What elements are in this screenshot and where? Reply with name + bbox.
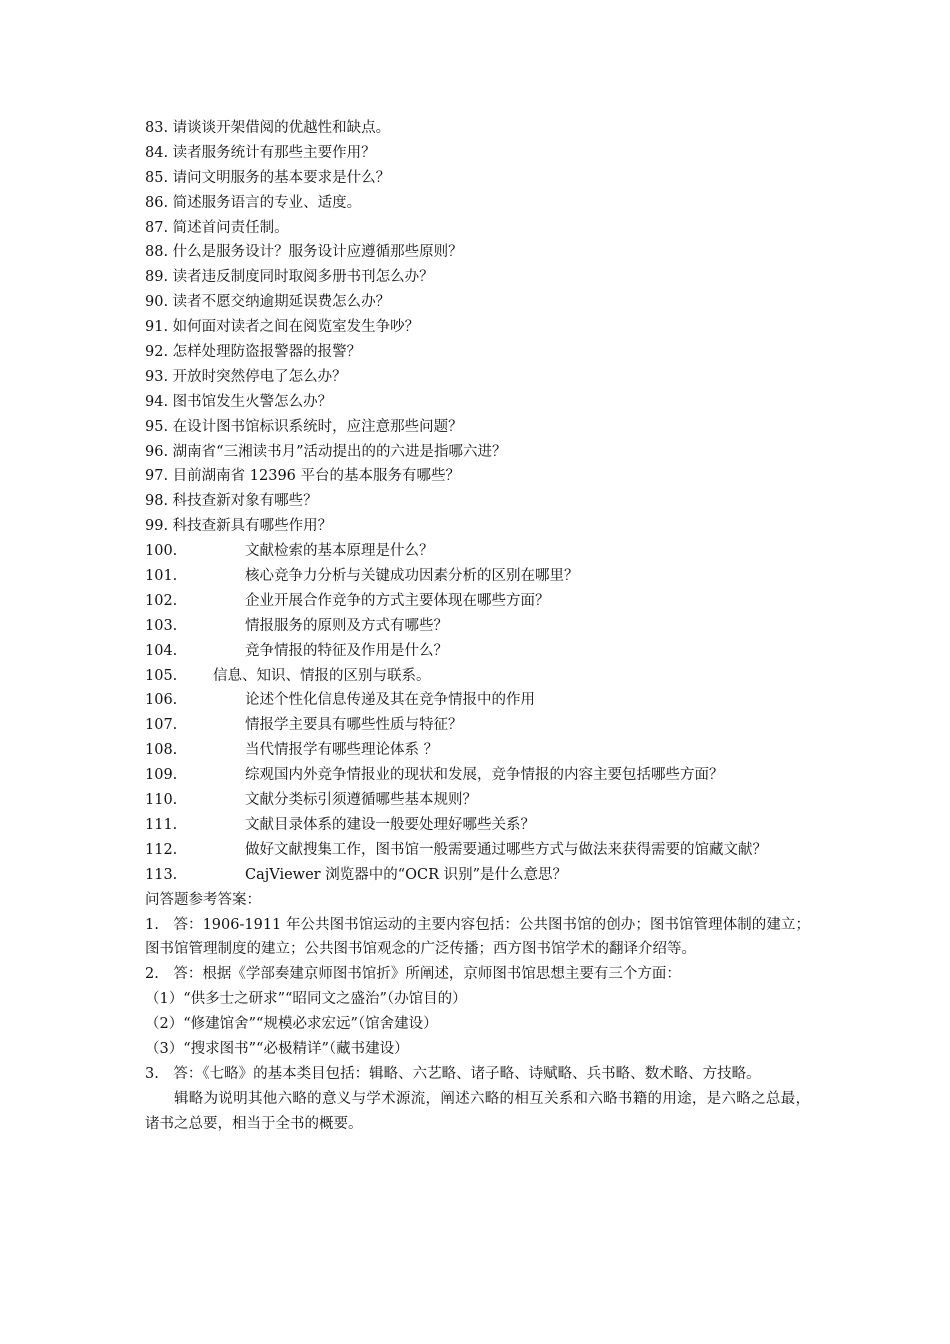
question-text: 论述个性化信息传递及其在竞争情报中的作用 [245, 692, 535, 709]
question-87: 87. 简述首问责任制。 [145, 219, 289, 236]
question-110 [145, 788, 810, 813]
question-84: 84. 读者服务统计有那些主要作用？ [145, 144, 376, 161]
question-99: 99. 科技查新具有哪些作用？ [145, 518, 333, 535]
question-88: 88. 什么是服务设计？服务设计应遵循那些原则？ [145, 244, 463, 261]
question-104 [145, 639, 810, 664]
question-92: 92. 怎样处理防盗报警器的报警？ [145, 344, 362, 361]
question-86: 86. 简述服务语言的专业、适度。 [145, 194, 362, 211]
question-number: 101. [145, 568, 178, 585]
answers-section [145, 888, 810, 1137]
question-103 [145, 614, 810, 639]
question-number: 108. [145, 742, 178, 759]
question-text: 当代情报学有哪些理论体系 ？ [245, 742, 439, 759]
question-106 [145, 688, 810, 713]
question-108 [145, 738, 810, 763]
question-105 [145, 664, 810, 689]
answer-3: 3. 答：《七略》的基本类目包括：辑略、六艺略、诸子略、诗赋略、兵书略、数术略、方技略。 [145, 1065, 761, 1082]
question-109 [145, 763, 810, 788]
document-page [145, 116, 810, 1137]
question-number: 112. [145, 841, 178, 858]
question-text: 综观国内外竞争情报业的现状和发展，竞争情报的内容主要包括哪些方面？ [245, 767, 724, 784]
question-85: 85. 请问文明服务的基本要求是什么？ [145, 169, 391, 186]
answers-heading: 问答题参考答案： [145, 891, 261, 908]
question-90: 90. 读者不愿交纳逾期延误费怎么办？ [145, 294, 391, 311]
question-list-simple [145, 116, 810, 539]
question-94: 94. 图书馆发生火警怎么办？ [145, 393, 333, 410]
question-100 [145, 539, 810, 564]
question-91: 91. 如何面对读者之间在阅览室发生争吵？ [145, 319, 420, 336]
question-number: 100. [145, 543, 178, 560]
question-list-tabbed [145, 539, 810, 887]
question-107 [145, 713, 810, 738]
answer-2-item-3: （3）“搜求图书”“必极精详”（藏书建设） [145, 1041, 409, 1057]
question-text: 竞争情报的特征及作用是什么？ [245, 642, 448, 659]
question-text: 核心竞争力分析与关键成功因素分析的区别在哪里？ [245, 568, 579, 585]
answer-2-item-2: （2）“修建馆舍”“规模必求宏远”（馆舍建设） [145, 1016, 438, 1033]
question-number: 109. [145, 767, 178, 784]
question-text: 文献检索的基本原理是什么？ [245, 543, 434, 560]
question-text: 信息、知识、情报的区别与联系。 [213, 667, 431, 684]
question-number: 110. [145, 792, 178, 809]
question-number: 107. [145, 717, 178, 734]
question-93: 93. 开放时突然停电了怎么办？ [145, 368, 347, 385]
question-89: 89. 读者违反制度同时取阅多册书刊怎么办？ [145, 269, 434, 286]
question-102 [145, 589, 810, 614]
question-number: 113. [145, 866, 178, 883]
question-95: 95. 在设计图书馆标识系统时，应注意那些问题？ [145, 418, 463, 435]
question-97: 97. 目前湖南省 12396 平台的基本服务有哪些？ [145, 468, 461, 485]
question-number: 111. [145, 816, 178, 833]
question-number: 104. [145, 642, 178, 659]
answer-2-item-1: （1）“供多士之研求”“昭同文之盛治”（办馆目的） [145, 991, 467, 1008]
question-112 [145, 838, 810, 863]
question-text: 文献目录体系的建设一般要处理好哪些关系？ [245, 816, 535, 833]
question-text: 情报学主要具有哪些性质与特征？ [245, 717, 463, 734]
question-98: 98. 科技查新对象有哪些？ [145, 493, 318, 510]
question-text: 文献分类标引须遵循哪些基本规则？ [245, 792, 477, 809]
question-number: 106. [145, 692, 178, 709]
question-83: 83. 请谈谈开架借阅的优越性和缺点。 [145, 120, 391, 136]
answer-3-paragraph: 辑略为说明其他六略的意义与学术源流，阐述六略的相互关系和六略书籍的用途，是六略之总最，诸书之总要，相当于全书的概要。 [145, 1090, 810, 1132]
question-101 [145, 564, 810, 589]
question-number: 102. [145, 592, 178, 609]
question-113 [145, 863, 810, 888]
answer-2: 2. 答：根据《学部奏建京师图书馆折》所阐述，京师图书馆思想主要有三个方面： [145, 966, 681, 983]
question-text: 企业开展合作竞争的方式主要体现在哪些方面？ [245, 592, 550, 609]
question-111 [145, 813, 810, 838]
question-96: 96. 湖南省“三湘读书月”活动提出的的六进是指哪六进？ [145, 443, 507, 460]
question-number: 105. [145, 667, 178, 684]
question-text: 情报服务的原则及方式有哪些？ [245, 617, 448, 634]
question-number: 103. [145, 617, 178, 634]
question-text: 做好文献搜集工作，图书馆一般需要通过哪些方式与做法来获得需要的馆藏文献？ [245, 841, 767, 858]
question-text: CajViewer 浏览器中的“OCR 识别”是什么意思？ [245, 866, 568, 883]
answer-1: 1. 答：1906-1911 年公共图书馆运动的主要内容包括：公共图书馆的创办；图书馆管理体制的建立；图书馆管理制度的建立；公共图书馆观念的广泛传播；西方图书馆学术的翻译介绍等。 [145, 916, 810, 958]
